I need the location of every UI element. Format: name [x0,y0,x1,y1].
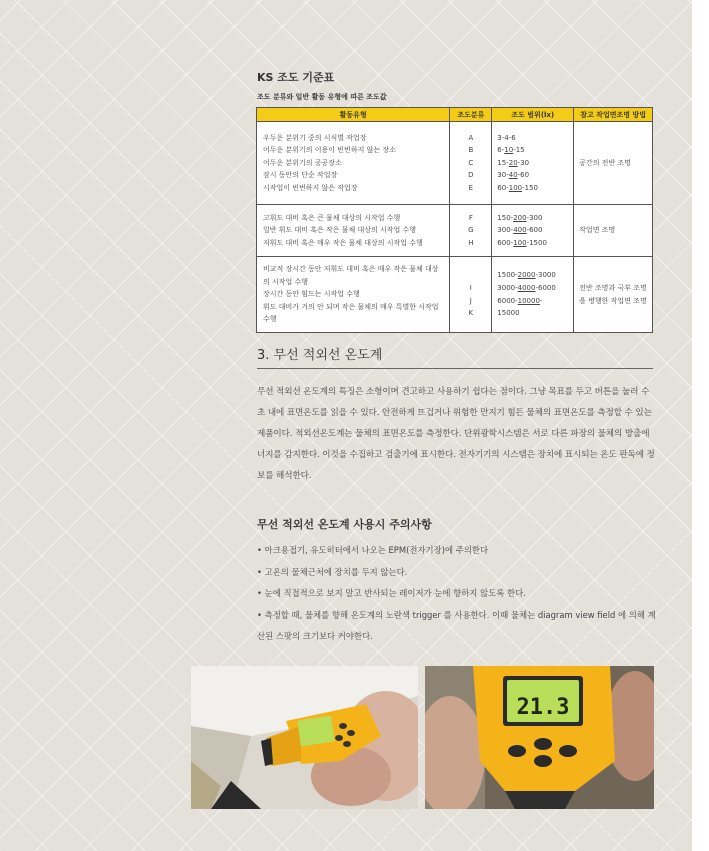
class-letter: H [468,238,474,247]
class-cell [450,257,492,333]
range-line: 6-10-15 [497,146,525,155]
table-caption: 조도 분류와 일반 활동 유형에 따른 조도값 [257,93,387,101]
range-line: 150-200-300 [497,213,543,222]
activity-line: 휘도 대비가 거의 안 되며 작은 물체의 매우 특별한 시작업 수행 [263,302,439,324]
table-row [257,122,653,205]
table-header-row [257,108,653,122]
class-letter: D [468,171,474,180]
heading-divider [257,368,653,369]
class-letter: K [468,309,474,318]
activity-line: 저휘도 대비 혹은 매우 작은 물체 대상의 시작업 수행 [263,238,423,247]
class-letter: G [468,226,474,235]
header-class: 조도분류 [450,108,492,122]
method-cell: 전반 조명과 국부 조명을 병행한 작업면 조명 [574,257,653,333]
activity-cell [257,257,450,333]
activity-line: 일반 휘도 대비 혹은 작은 물체 대상의 시작업 수행 [263,226,417,235]
subheading: 무선 적외선 온도계 사용시 주의사항 [257,518,432,531]
range-cell [492,122,574,205]
range-line: 30-40-60 [497,171,530,180]
activity-line: 비교적 장시간 동안 저휘도 대비 혹은 매우 작은 물체 대상의 시작업 수행 [263,265,439,286]
list-item: • 측정할 때, 물체를 향해 온도계의 노란색 trigger 를 사용한다. 이때 물체는 diagram view field 에 의해 계산된 스팟의 크기보다 커야한다. [257,609,656,641]
section-title: KS 조도 기준표 [257,71,335,84]
header-method: 참고 작업면조명 방법 [574,108,653,122]
class-cell [450,122,492,205]
lcd-readout: 21.3 [516,695,570,720]
activity-line: 어두운 분위기의 공공장소 [263,158,342,167]
class-letter: C [468,158,474,167]
range-line: 6000-10000- [497,296,543,305]
activity-line: 우두운 분위기 중의 시식별 작업장 [263,133,367,142]
table-row [257,257,653,333]
illuminance-table [256,107,653,333]
activity-line: 어두운 분위기의 이용이 빈번하지 않는 장소 [263,146,396,155]
list-item: • 고온의 물체근처에 장치를 두지 않는다. [257,566,408,577]
body-paragraph: 무선 적외선 온도계의 특징은 소형이며 견고하고 사용하기 쉽다는 점이다. 그냥 목표를 두고 버튼을 눌러 수초 내에 표면온도를 읽을 수 있다. 안전하게 뜨겁거나 위험한 만지기 힘든 물체의 표면온도를 측정할 수 있는 제품이다. 적외선온도계는 물체의 표면온도를 측정한다. 단위광학시스템은 서로 다른 파장의 물체의 방출에너지를 감지한다. 이것을 수집하고 검출기에 표시한다. 전자기기의 시스템은 장치에 표시되는 온도 판독에 정보를 해석한다. [257,387,655,481]
range-line: 3-4-6 [497,133,516,142]
thermometer-photo-2 [425,666,654,809]
thermometer-photo-1 [191,666,418,809]
method-cell: 작업면 조명 [574,205,653,257]
header-activity: 활동유형 [257,108,450,122]
class-letter: B [468,146,474,155]
class-letter: F [468,213,473,222]
activity-line: 잠시 동안의 단순 작업장 [263,171,338,180]
list-item: • 아크용접기, 유도히터에서 나오는 EPM(전자기장)에 주의한다 [257,545,489,555]
class-letter: J [469,296,472,305]
range-line: 3000-4000-6000 [497,283,556,292]
range-line: 60-100-150 [497,183,538,192]
table-row [257,205,653,257]
range-cell [492,205,574,257]
class-letter: A [468,133,474,142]
list-item: • 눈에 직접적으로 보지 말고 반사되는 레이저가 눈에 향하지 않도록 한다. [257,588,526,598]
activity-cell [257,205,450,257]
range-line: 15-20-30 [497,158,530,167]
range-line: 300-400-600 [497,226,543,235]
page-edge [692,0,709,851]
activity-line: 시작업이 빈번하지 않은 작업장 [263,183,358,192]
range-line: 15000 [497,309,520,318]
method-cell: 공간의 전반 조명 [574,122,653,205]
header-range: 조도 범위(lx) [492,108,574,122]
class-letter: I [469,283,472,292]
section-heading: 3. 무선 적외선 온도계 [257,348,383,363]
class-cell [450,205,492,257]
class-letter: E [468,183,474,192]
range-line: 600-100-1500 [497,238,547,247]
activity-line: 장시간 동안 힘드는 시작업 수행 [263,290,360,299]
range-cell [492,257,574,333]
range-line: 1500-2000-3000 [497,271,556,280]
activity-line: 고휘도 대비 혹은 큰 물체 대상의 시작업 수행 [263,213,401,222]
caution-list [257,540,657,648]
activity-cell [257,122,450,205]
